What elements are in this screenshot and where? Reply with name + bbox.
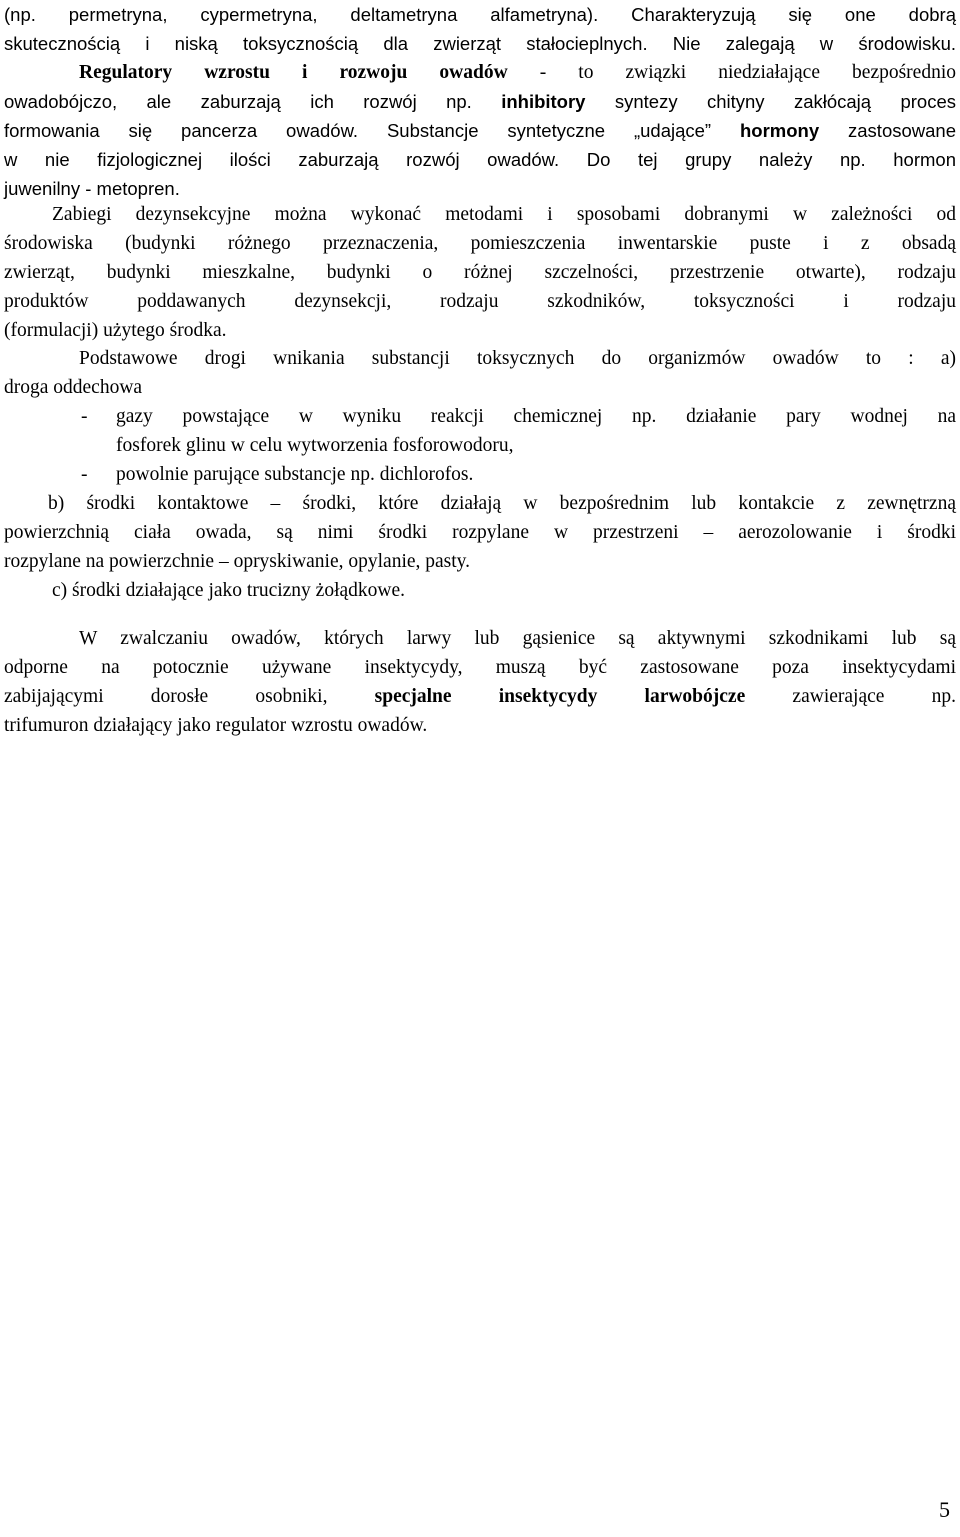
text-segment: produktów poddawanych dezynsekcji, rodzaju szkodników, toksyczności i rodzaju [4,291,956,312]
text-segment: W zwalczaniu owadów, których larwy lub gąsienice są aktywnymi szkodnikami lub są [79,628,956,649]
text-line [4,29,956,58]
text-segment: zawierające np. [745,686,956,707]
text-line [4,711,956,740]
text-line [4,145,956,174]
text-segment: powolnie parujące substancje np. dichlorofos. [116,464,474,485]
text-line [4,518,956,547]
text-line [4,373,956,402]
text-segment: skutecznością i niską toksycznością dla zwierząt stałocieplnych. Nie zalegają w środowisku. [4,33,956,54]
text-line [4,174,956,203]
text-line [4,58,956,87]
text-line [4,344,956,373]
text-segment: gazy powstające w wyniku reakcji chemicznej np. działanie pary wodnej na [116,406,956,427]
text-line [4,258,956,287]
bold-term: inhibitory [501,91,586,112]
text-line [4,87,956,116]
text-segment: trifumuron działający jako regulator wzrostu owadów. [4,715,428,736]
text-segment: (formulacji) użytego środka. [4,320,227,341]
text-line [4,287,956,316]
text-line [4,547,956,576]
text-line [4,624,956,653]
bold-term: specjalne insektycydy larwobójcze [374,686,746,707]
text-line [4,682,956,711]
text-line [4,116,956,145]
text-line [4,576,956,605]
text-segment: w nie fizjologicznej ilości zaburzają rozwój owadów. Do tej grupy należy np. hormon [4,149,956,170]
text-segment: Podstawowe drogi wnikania substancji toksycznych do organizmów owadów to : a) [79,348,956,369]
text-line [4,316,956,345]
text-segment: środowiska (budynki różnego przeznaczenia, pomieszczenia inwentarskie puste i z obsadą [4,233,956,254]
bold-term: hormony [739,120,820,141]
text-segment: juwenilny - metopren. [4,178,180,199]
text-segment: c) środki działające jako trucizny żołądkowe. [52,580,406,601]
text-segment: powierzchnią ciała owada, są nimi środki rozpylane w przestrzeni – aerozolowanie i środki [4,522,956,543]
page-number: 5 [939,1497,950,1522]
text-segment: syntezy chityny zakłócają proces [585,91,956,112]
text-segment: formowania się pancerza owadów. Substancje syntetyczne „udające” [4,120,740,141]
text-segment: rozpylane na powierzchnie – opryskiwanie, opylanie, pasty. [4,551,471,572]
text-line [4,653,956,682]
text-segment: - to związki niedziałające bezpośrednio [507,62,956,83]
text-segment: owadobójczo, ale zaburzają ich rozwój np. [4,91,502,112]
text-segment: Zabiegi dezynsekcyjne można wykonać metodami i sposobami dobranymi w zależności od [52,204,956,225]
bold-term: Regulatory wzrostu i rozwoju owadów [79,62,508,83]
dash-marker: - [81,406,88,427]
text-line [4,431,956,460]
text-line [4,229,956,258]
list-item [4,460,956,489]
text-segment: droga oddechowa [4,377,143,398]
text-segment: zastosowane [819,120,957,141]
text-segment: zwierząt, budynki mieszkalne, budynki o różnej szczelności, przestrzenie otwarte), rodzaju [4,262,956,283]
dash-marker: - [81,464,88,485]
text-line [4,489,956,518]
text-segment: b) środki kontaktowe – środki, które działają w bezpośrednim lub kontakcie z zewnętrzną [48,493,956,514]
text-segment: fosforek glinu w celu wytworzenia fosforowodoru, [116,435,514,456]
list-item [4,402,956,431]
text-line [4,200,956,229]
text-segment: (np. permetryna, cypermetryna, deltametryna alfametryna). Charakteryzują się one dobrą [4,4,956,25]
text-line [4,0,956,29]
text-segment: zabijającymi dorosłe osobniki, [4,686,375,707]
text-segment: odporne na potocznie używane insektycydy, muszą być zastosowane poza insektycydami [4,657,956,678]
